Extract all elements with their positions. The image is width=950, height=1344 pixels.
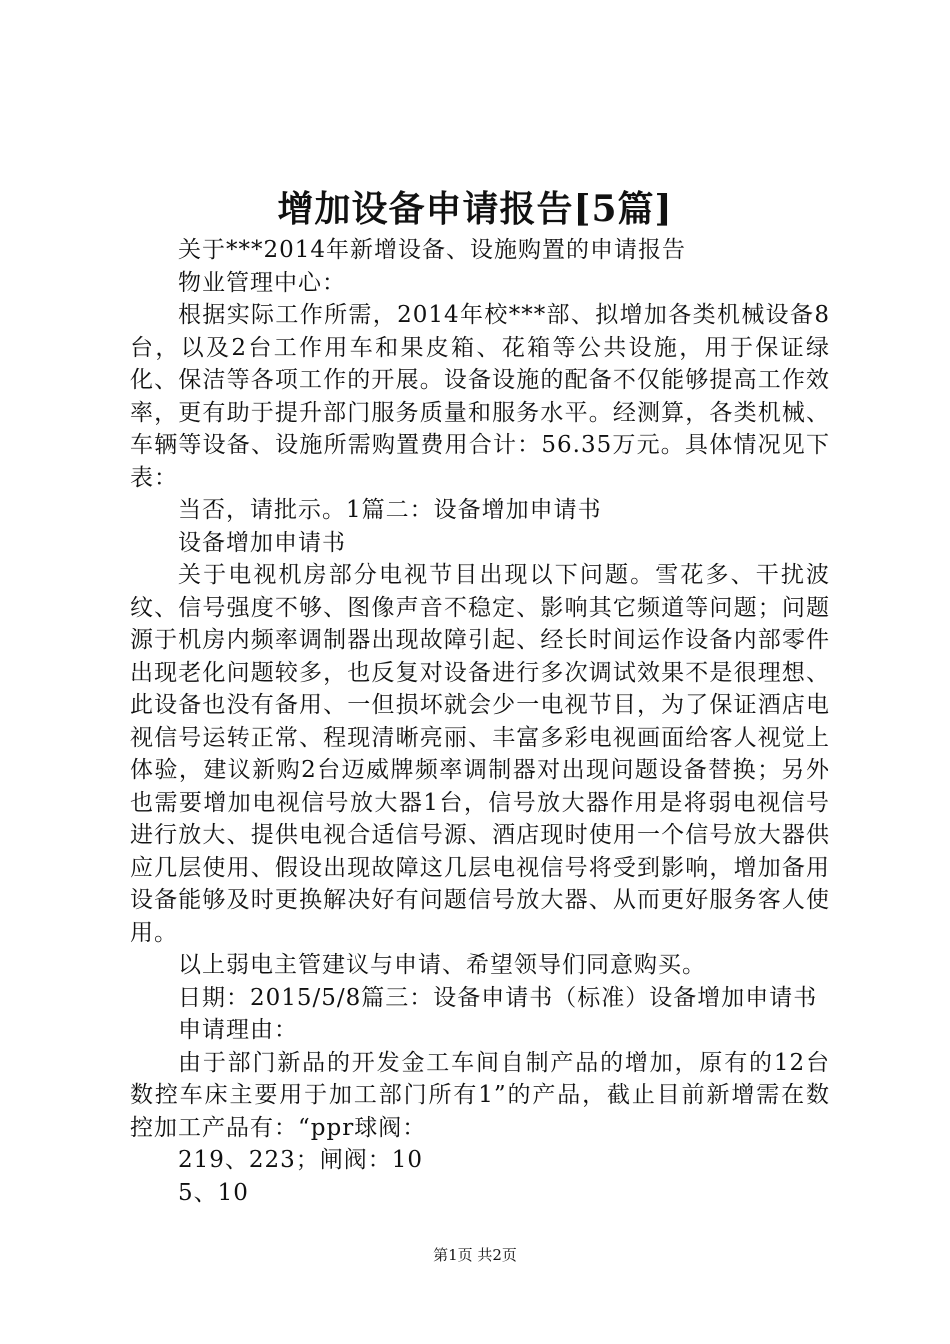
- paragraph-approval-request: 当否，请批示。1篇二：设备增加申请书: [178, 497, 602, 523]
- paragraph-section-heading: 设备增加申请书: [178, 529, 346, 556]
- page-footer: 第1页 共2页: [433, 1246, 517, 1264]
- paragraph-report-heading: 关于***2014年新增设备、设施购置的申请报告: [178, 237, 687, 263]
- paragraph-tv-room-issue: 关于电视机房部分电视节目出现以下问题。雪花多、干扰波纹、信号强度不够、图像声音不稳定、影响其它频道等问题；问题源于机房内频率调制器出现故障引起、经长时间运作设备内部零件出现老化问题较多，也反复对设备进行多次调试效果不是很理想、此设备也没有备用、一但损坏就会少一电视节目，为了保证酒店电视信号运转正常、程现清晰亮丽、丰富多彩电视画面给客人视觉上体验，建议新购2台迈威牌频率调制器对出现问题设备替换；另外也需要增加电视信号放大器1台，信号放大器作用是将弱电视信号进行放大、提供电视合适信号源、酒店现时使用一个信号放大器供应几层使用、假设出现故障这几层电视信号将受到影响，增加备用设备能够及时更换解决好有问题信号放大器、从而更好服务客人使用。: [130, 562, 830, 946]
- document-body: [130, 234, 830, 1209]
- paragraph-list-line-1: 219、223；闸阀：10: [178, 1147, 424, 1173]
- paragraph-reason-body: 由于部门新品的开发金工车间自制产品的增加，原有的12台数控车床主要用于加工部门所有1”的产品，截止目前新增需在数控加工产品有：“ppr球阀：: [130, 1049, 830, 1141]
- paragraph-request-body: 根据实际工作所需，2014年校***部、拟增加各类机械设备8台，以及2台工作用车和果皮箱、花箱等公共设施，用于保证绿化、保洁等各项工作的开展。设备设施的配备不仅能够提高工作效率，更有助于提升部门服务质量和服务水平。经测算，各类机械、车辆等设备、设施所需购置费用合计：56.35万元。具体情况见下表：: [130, 302, 830, 491]
- paragraph-reason-label: 申请理由：: [178, 1017, 298, 1043]
- page-title: 增加设备申请报告[5篇]: [277, 188, 673, 230]
- paragraph-list-line-2: 5、10: [178, 1179, 249, 1206]
- paragraph-closing: 以上弱电主管建议与申请、希望领导们同意购买。: [178, 952, 706, 978]
- paragraph-recipient: 物业管理中心：: [178, 269, 346, 296]
- paragraph-date: 日期：2015/5/8篇三：设备申请书（标准）设备增加申请书: [178, 984, 818, 1011]
